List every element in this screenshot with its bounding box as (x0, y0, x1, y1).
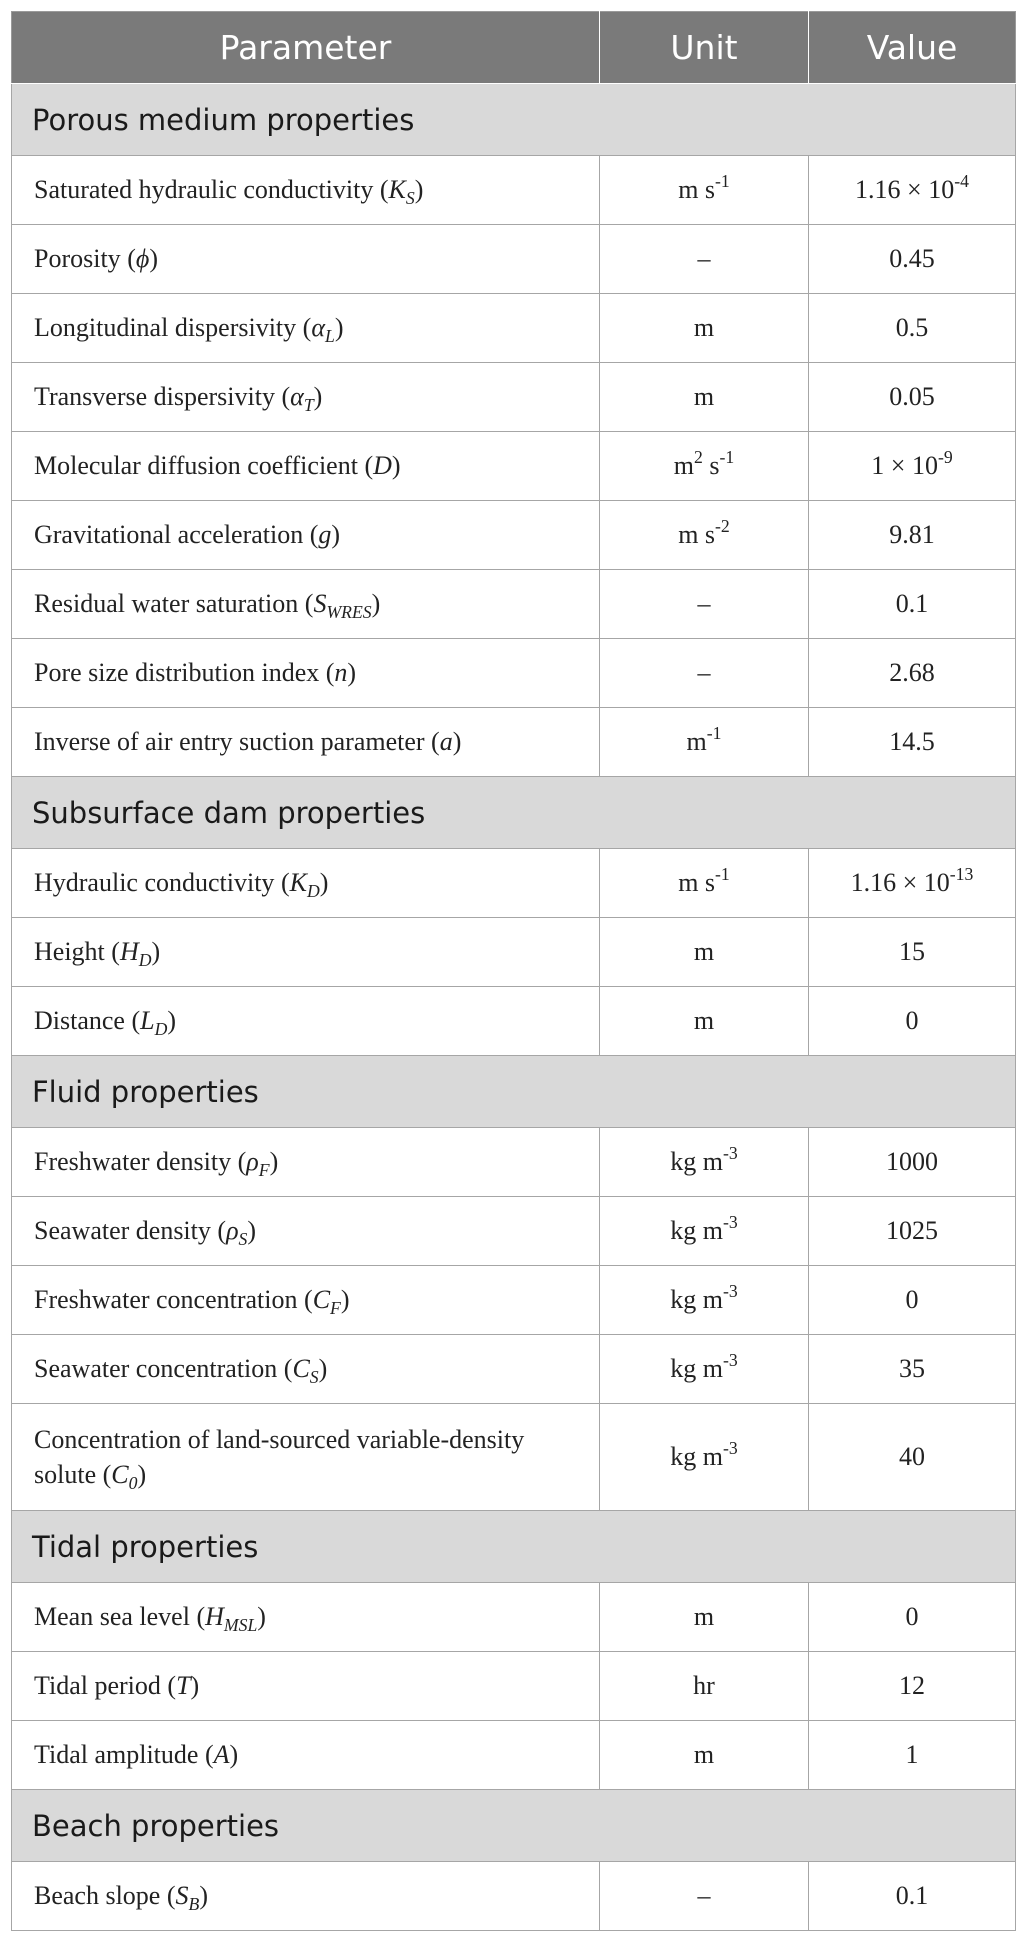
value-text: 1.16 × 10 (850, 868, 950, 897)
parameter-subscript: S (309, 1367, 319, 1388)
parameter-cell: Distance $(L_D)$ (12, 987, 600, 1056)
unit-text: – (697, 589, 711, 618)
unit-exponent: -3 (723, 1437, 738, 1458)
value-exponent: -9 (937, 446, 953, 467)
value-cell (809, 225, 1016, 294)
parameter-symbol: H (119, 937, 139, 967)
parameter-name: Molecular diffusion coefficient (34, 451, 358, 481)
value-text: 1000 (886, 1147, 938, 1176)
parameter-name: Porosity (34, 244, 121, 274)
table-row (12, 1652, 1016, 1721)
value-text: 0 (905, 1602, 919, 1631)
header-unit: Unit (600, 12, 809, 84)
parameter-cell: Transverse dispersivity $(\alpha_T)$ (12, 363, 600, 432)
value-cell (809, 1583, 1016, 1652)
parameter-symbol: ρ (246, 1147, 259, 1177)
unit-cell (600, 918, 809, 987)
parameter-cell: Seawater concentration $(C_S)$ (12, 1335, 600, 1404)
parameter-cell: Saturated hydraulic conductivity $(K_S)$ (12, 156, 600, 225)
unit-text: m (686, 727, 707, 756)
parameter-subscript: F (258, 1160, 270, 1181)
parameter-cell: Porosity (ϕ) (12, 225, 600, 294)
unit-cell (600, 225, 809, 294)
table-row (12, 918, 1016, 987)
value-cell (809, 1128, 1016, 1197)
parameter-cell: Tidal period (T) (12, 1652, 600, 1721)
parameter-cell: Residual water saturation $(S_{WRES})$ (12, 570, 600, 639)
parameter-cell: Seawater density $(\rho_S)$ (12, 1197, 600, 1266)
parameter-cell: Beach slope $(S_B)$ (12, 1862, 600, 1931)
value-text: 0.05 (889, 382, 935, 411)
unit-text: m (673, 451, 695, 480)
parameter-symbol: S (313, 589, 327, 619)
table-row (12, 1583, 1016, 1652)
value-cell (809, 849, 1016, 918)
unit-text: m (693, 1740, 715, 1769)
parameter-name: Distance (34, 1006, 125, 1036)
unit-text: kg m (670, 1442, 723, 1471)
value-text: 2.68 (889, 658, 935, 687)
section-title: Subsurface dam properties (12, 777, 1016, 849)
parameter-symbol: a (439, 727, 453, 757)
parameter-symbol: g (318, 520, 332, 550)
unit-cell (600, 639, 809, 708)
value-cell (809, 156, 1016, 225)
value-text: 0 (905, 1285, 919, 1314)
parameter-cell: Mean sea level $(H_{MSL})$ (12, 1583, 600, 1652)
parameter-symbol: ϕ (135, 244, 150, 274)
table-row (12, 570, 1016, 639)
unit-cell (600, 363, 809, 432)
parameter-symbol: C (312, 1285, 331, 1315)
value-cell (809, 708, 1016, 777)
unit-exponent: -3 (723, 1142, 738, 1163)
unit-cell (600, 1404, 809, 1511)
value-text: 1025 (886, 1216, 938, 1245)
parameter-name: Tidal period (34, 1671, 161, 1701)
value-text: 12 (899, 1671, 925, 1700)
parameter-symbol: n (334, 658, 348, 688)
section-row (12, 84, 1016, 156)
parameter-subscript: 0 (128, 1473, 138, 1494)
parameter-symbol: T (176, 1671, 191, 1701)
unit-cell (600, 849, 809, 918)
parameter-name: Height (34, 937, 105, 967)
parameter-subscript: WRES (326, 602, 372, 623)
unit-cell (600, 1721, 809, 1790)
parameter-subscript: MSL (223, 1615, 258, 1636)
value-cell (809, 432, 1016, 501)
unit-text: kg m (670, 1285, 723, 1314)
value-cell (809, 918, 1016, 987)
table-row (12, 639, 1016, 708)
unit-cell (600, 1335, 809, 1404)
parameter-symbol: A (213, 1740, 230, 1770)
parameter-name: Freshwater density (34, 1147, 232, 1177)
value-cell (809, 1335, 1016, 1404)
unit-text: m (693, 313, 715, 342)
unit-text: m (693, 382, 715, 411)
parameter-symbol: α (311, 313, 325, 343)
parameter-symbol: D (373, 451, 392, 481)
unit-cell (600, 1266, 809, 1335)
value-exponent: -13 (949, 863, 974, 884)
parameter-cell: Longitudinal dispersivity $(\alpha_L)$ (12, 294, 600, 363)
unit-exponent: -3 (723, 1211, 738, 1232)
parameter-symbol: K (289, 868, 307, 898)
parameter-cell: Freshwater concentration $(C_F)$ (12, 1266, 600, 1335)
parameter-subscript: L (324, 326, 335, 347)
parameter-symbol: C (111, 1460, 129, 1489)
value-cell (809, 570, 1016, 639)
parameter-cell: Tidal amplitude (A) (12, 1721, 600, 1790)
parameter-cell: Concentration of land-sourced variable-density solute $(C_0)$ (12, 1404, 600, 1511)
value-cell (809, 1266, 1016, 1335)
parameter-name: Residual water saturation (34, 589, 299, 619)
table-row (12, 1266, 1016, 1335)
section-title: Fluid properties (12, 1056, 1016, 1128)
unit-exponent-2: -1 (719, 446, 735, 467)
parameter-name: Saturated hydraulic conductivity (34, 175, 374, 205)
unit-exponent: -2 (715, 515, 730, 536)
unit-cell (600, 1862, 809, 1931)
parameter-symbol: H (205, 1602, 224, 1632)
value-text: 0 (905, 1006, 919, 1035)
value-exponent: -4 (954, 170, 969, 191)
parameter-subscript: D (306, 881, 320, 902)
unit-text: kg m (670, 1147, 723, 1176)
header-row (12, 12, 1016, 84)
parameter-subscript: B (188, 1894, 200, 1915)
value-text: 9.81 (889, 520, 935, 549)
value-cell (809, 501, 1016, 570)
value-cell (809, 1862, 1016, 1931)
section-title: Tidal properties (12, 1511, 1016, 1583)
table-row (12, 432, 1016, 501)
unit-text-2: s (702, 451, 720, 480)
parameter-cell: Molecular diffusion coefficient (D) (12, 432, 600, 501)
table-row (12, 1197, 1016, 1266)
section-row (12, 1056, 1016, 1128)
table-row (12, 225, 1016, 294)
parameter-subscript: D (138, 950, 152, 971)
table-body (12, 84, 1016, 1931)
unit-exponent: -1 (715, 863, 730, 884)
value-cell (809, 1721, 1016, 1790)
unit-text: – (697, 1881, 711, 1910)
unit-cell (600, 1128, 809, 1197)
table-row (12, 987, 1016, 1056)
unit-text: kg m (670, 1216, 723, 1245)
parameter-subscript: S (238, 1229, 248, 1250)
parameter-cell: Hydraulic conductivity $(K_D)$ (12, 849, 600, 918)
value-text: 35 (899, 1354, 925, 1383)
parameter-name: Gravitational acceleration (34, 520, 304, 550)
table-row (12, 708, 1016, 777)
table-row (12, 1404, 1016, 1511)
unit-text: kg m (670, 1354, 723, 1383)
header-value: Value (809, 12, 1016, 84)
parameter-cell: Gravitational acceleration (g) (12, 501, 600, 570)
parameter-name: Concentration of land-sourced variable-density solute (34, 1424, 525, 1489)
parameter-name: Beach slope (34, 1881, 161, 1911)
value-cell (809, 1404, 1016, 1511)
value-text: 40 (899, 1442, 925, 1471)
unit-text: m (693, 1006, 715, 1035)
value-text: 0.1 (895, 589, 929, 618)
parameter-name: Pore size distribution index (34, 658, 320, 688)
unit-text: m s (678, 868, 716, 897)
unit-text: – (697, 244, 711, 273)
parameter-subscript: F (330, 1298, 341, 1319)
value-text: 0.45 (889, 244, 935, 273)
table-row (12, 156, 1016, 225)
value-text: 1 (905, 1740, 919, 1769)
unit-text: hr (693, 1671, 715, 1700)
parameter-name: Seawater concentration (34, 1354, 278, 1384)
value-cell (809, 1197, 1016, 1266)
section-title: Beach properties (12, 1790, 1016, 1862)
parameter-name: Longitudinal dispersivity (34, 313, 297, 343)
value-text: 1.16 × 10 (855, 175, 955, 204)
value-cell (809, 987, 1016, 1056)
parameter-name: Tidal amplitude (34, 1740, 199, 1770)
unit-text: – (697, 658, 711, 687)
parameter-name: Hydraulic conductivity (34, 868, 275, 898)
parameter-subscript: S (405, 188, 415, 209)
parameter-cell: Pore size distribution index (n) (12, 639, 600, 708)
value-text: 15 (899, 937, 925, 966)
parameter-name: Seawater density (34, 1216, 211, 1246)
parameter-symbol: S (175, 1881, 189, 1911)
unit-exponent: -3 (723, 1280, 738, 1301)
value-text: 0.5 (895, 313, 929, 342)
parameter-table (11, 11, 1016, 1931)
unit-cell (600, 708, 809, 777)
unit-text: m (693, 937, 715, 966)
unit-exponent: -3 (723, 1349, 738, 1370)
table-row (12, 849, 1016, 918)
unit-cell (600, 1583, 809, 1652)
section-row (12, 1790, 1016, 1862)
value-cell (809, 363, 1016, 432)
unit-cell (600, 987, 809, 1056)
section-row (12, 777, 1016, 849)
value-cell (809, 1652, 1016, 1721)
parameter-symbol: C (292, 1354, 310, 1384)
unit-cell (600, 156, 809, 225)
parameter-name: Inverse of air entry suction parameter (34, 727, 425, 757)
header-parameter: Parameter (12, 12, 600, 84)
parameter-cell: Freshwater density $(\rho_F)$ (12, 1128, 600, 1197)
parameter-subscript: T (303, 395, 314, 416)
unit-cell (600, 501, 809, 570)
unit-cell (600, 1652, 809, 1721)
parameter-subscript: D (154, 1019, 168, 1040)
unit-exponent: -1 (715, 170, 730, 191)
value-text: 0.1 (895, 1881, 929, 1910)
unit-cell (600, 432, 809, 501)
value-text: 14.5 (889, 727, 935, 756)
parameter-cell: Inverse of air entry suction parameter (a) (12, 708, 600, 777)
unit-cell (600, 1197, 809, 1266)
unit-cell (600, 294, 809, 363)
parameter-name: Freshwater concentration (34, 1285, 298, 1315)
value-cell (809, 294, 1016, 363)
table-row (12, 1721, 1016, 1790)
unit-cell (600, 570, 809, 639)
unit-exponent: -1 (706, 722, 722, 743)
value-text: 1 × 10 (871, 451, 938, 480)
parameter-symbol: K (388, 175, 406, 205)
section-row (12, 1511, 1016, 1583)
table-row (12, 294, 1016, 363)
parameter-cell: Height $(H_D)$ (12, 918, 600, 987)
unit-exponent: 2 (694, 446, 703, 467)
parameter-symbol: ρ (226, 1216, 239, 1246)
table-row (12, 1335, 1016, 1404)
unit-text: m (693, 1602, 715, 1631)
unit-text: m s (678, 175, 716, 204)
parameter-name: Mean sea level (34, 1602, 190, 1632)
table-row (12, 501, 1016, 570)
parameter-name: Transverse dispersivity (34, 382, 275, 412)
section-title: Porous medium properties (12, 84, 1016, 156)
parameter-symbol: α (290, 382, 304, 412)
value-cell (809, 639, 1016, 708)
table-row (12, 1862, 1016, 1931)
parameter-symbol: L (140, 1006, 155, 1036)
table-row (12, 1128, 1016, 1197)
table-row (12, 363, 1016, 432)
unit-text: m s (678, 520, 716, 549)
